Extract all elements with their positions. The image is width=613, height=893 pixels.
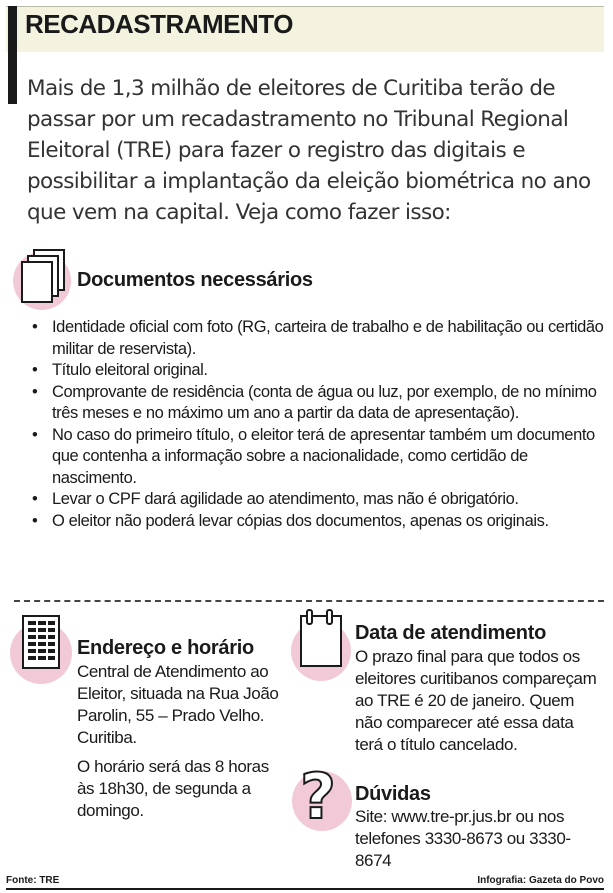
list-item: • No caso do primeiro título, o eleitor terá de apresentar também um documento que contenha a informação sobre a nacionalidade, como certidão de nascimento. [30, 425, 605, 490]
page-title: RECADASTRAMENTO [25, 9, 293, 39]
footer-source: Fonte: TRE [6, 875, 60, 886]
section-divider [14, 600, 604, 602]
documents-title: Documentos necessários [77, 269, 313, 291]
question-icon: ? [300, 760, 336, 833]
list-item: • Levar o CPF dará agilidade ao atendimento, mas não é obrigatório. [30, 489, 605, 511]
footer-credit: Infografia: Gazeta do Povo [477, 875, 604, 886]
footer-rule [6, 888, 604, 890]
calendar-icon [299, 608, 345, 670]
building-icon [21, 614, 61, 670]
date-title: Data de atendimento [355, 622, 546, 644]
list-item: • O eleitor não poderá levar cópias dos documentos, apenas os originais. [30, 511, 605, 533]
doubts-text: Site: www.tre-pr.jus.br ou nos telefones 3330-8673 ou 3330-8674 [355, 807, 571, 870]
list-item: • Comprovante de residência (conta de água ou luz, por exemplo, de no mínimo três meses e no máximo um ano a partir da data de apresentação). [30, 382, 605, 425]
date-text: O prazo final para que todos os eleitores curitibanos compareçam ao TRE é 20 de janeiro. Quem não comparecer até essa data terá o título cancelado. [355, 647, 597, 754]
documents-icon [20, 248, 70, 304]
list-item: • Identidade oficial com foto (RG, carteira de trabalho e de habilitação ou certidão militar de reservista). [30, 317, 605, 360]
intro-text: Mais de 1,3 milhão de eleitores de Curitiba terão de passar por um recadastramento no Tribunal Regional Eleitoral (TRE) para fazer o registro das digitais e possibilitar a implantação da eleição biométrica no ano que vem na capital. Veja como fazer isso: [27, 76, 591, 225]
doubts-title: Dúvidas [355, 783, 431, 805]
header-accent-bar [8, 6, 17, 104]
documents-list [30, 317, 605, 532]
address-title: Endereço e horário [77, 637, 254, 659]
list-item: • Título eleitoral original. [30, 360, 605, 382]
hours-text: O horário será das 8 horas às 18h30, de segunda a domingo. [77, 757, 269, 820]
address-text: Central de Atendimento ao Eleitor, situada na Rua João Parolin, 55 – Prado Velho. Curitiba. [77, 662, 279, 747]
